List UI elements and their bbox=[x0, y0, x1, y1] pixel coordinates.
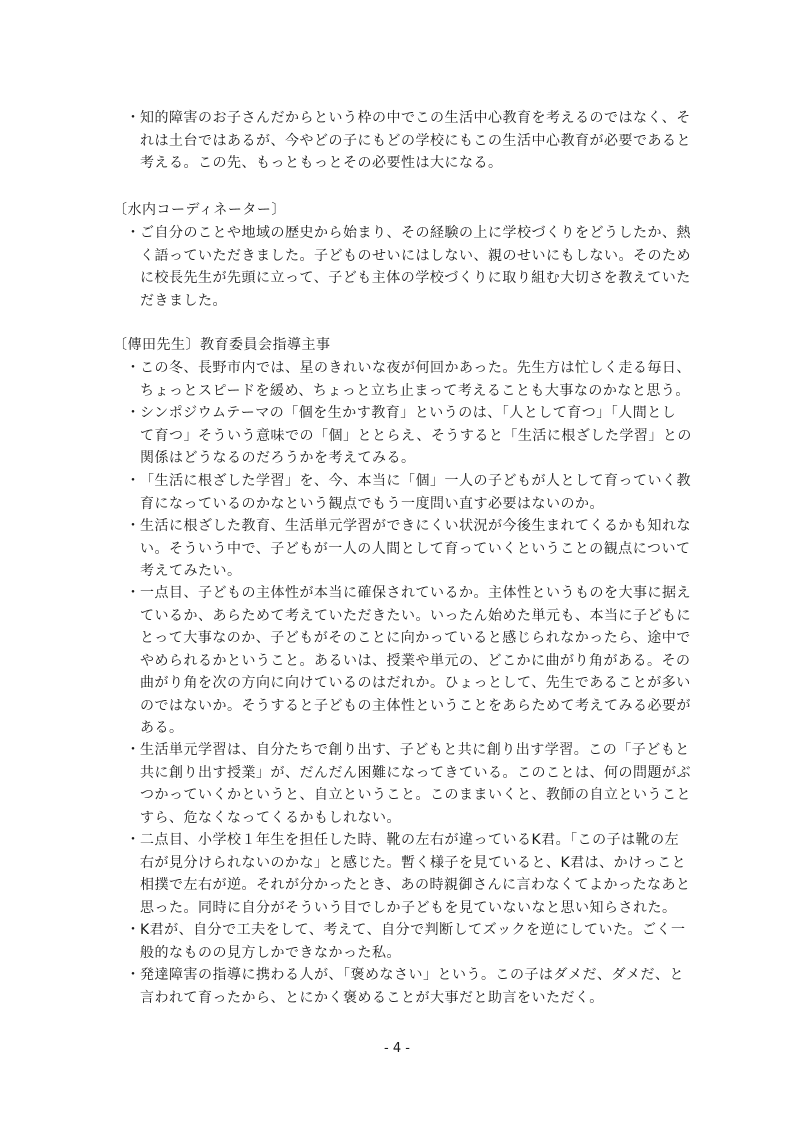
text-line: 考えてみたい。 bbox=[140, 563, 242, 579]
bullet-item bbox=[126, 964, 686, 1009]
bullet-mark: ・ bbox=[126, 832, 140, 848]
bullet-item bbox=[126, 919, 686, 964]
bullet-mark: ・ bbox=[126, 225, 140, 241]
text-line: 知的障害のお子さんだからという枠の中でこの生活中心教育を考えるのではなく、そ bbox=[140, 110, 691, 126]
text-line: 生活に根ざした教育、生活単元学習ができにくい状況が今後生まれてくるかも知れな bbox=[140, 518, 691, 534]
bullet-item bbox=[126, 107, 691, 175]
bullet-item bbox=[126, 222, 691, 312]
text-line: だきました。 bbox=[140, 292, 227, 309]
bullet-item bbox=[126, 470, 691, 515]
bullet-item bbox=[126, 357, 691, 402]
bullet-item bbox=[126, 829, 691, 919]
bullet-item bbox=[126, 582, 691, 740]
text-line: シンポジウムテーマの「個を生かす教育」というのは、「人として育つ」「人間とし bbox=[140, 405, 677, 421]
text-line: 一点目、子どもの主体性が本当に確保されているか。主体性というものを大事に据え bbox=[140, 585, 691, 601]
bullet-mark: ・ bbox=[126, 473, 140, 489]
text-line: 右が見分けられないのかな」と感じた。暫く様子を見ていると、K君は、かけっこと bbox=[140, 854, 687, 871]
text-line: ちょっとスピードを緩め、ちょっと立ち止まって考えることも大事なのかなと思う。 bbox=[140, 382, 690, 399]
bullet-mark: ・ bbox=[126, 967, 140, 983]
bullet-mark: ・ bbox=[126, 585, 140, 601]
bullet-mark: ・ bbox=[126, 405, 140, 421]
text-line: とって大事なのか、子どもがそのことに向かっていると感じられなかったら、途中で bbox=[140, 630, 691, 646]
text-line: 発達障害の指導に携わる人が、「褒めなさい」という。この子はダメだ、ダメだ、と bbox=[140, 967, 684, 983]
page-number: - 4 - bbox=[384, 1041, 410, 1056]
text-line: 「生活に根ざした学習」を、今、本当に「個」一人の子どもが人として育っていく教 bbox=[140, 473, 691, 489]
bullet-item bbox=[126, 739, 691, 829]
text-line: 関係はどうなるのだろうかを考えてみる。 bbox=[140, 450, 416, 466]
text-line: 般的なものの見方しかできなかった私。 bbox=[140, 944, 401, 961]
text-line: のではないか。そうすると子どもの主体性ということをあらためて考えてみる必要が bbox=[140, 697, 691, 714]
text-line: 生活単元学習は、自分たちで創り出す、子どもと共に創り出す学習。この「子どもと bbox=[140, 742, 690, 758]
text-line: ある。 bbox=[140, 720, 184, 736]
text-line: ているか、あらためて考えていただきたい。いったん始めた単元も、本当に子どもに bbox=[140, 607, 691, 624]
text-line: ご自分のことや地域の歴史から始まり、その経験の上に学校づくりをどうしたか、熱 bbox=[140, 225, 691, 241]
text-line: て育つ」そういう意味での「個」ととらえ、そうすると「生活に根ざした学習」との bbox=[140, 427, 692, 444]
text-line: 二点目、小学校１年生を担任した時、靴の左右が違っているK君。「この子は靴の左 bbox=[140, 832, 680, 848]
text-line: 育になっているのかなという観点でもう一度問い直す必要はないのか。 bbox=[140, 495, 604, 512]
text-line: つかっていくかというと、自立ということ。このままいくと、教師の自立ということ bbox=[140, 787, 691, 803]
text-line: 共に創り出す授業」が、だんだん困難になってきている。このことは、何の問題がぶ bbox=[140, 764, 691, 781]
text-line: く語っていただきました。子どものせいにはしない、親のせいにもしない。そのため bbox=[140, 247, 691, 264]
text-line: 相撲で左右が逆。それが分かったとき、あの時親御さんに言わなくてよかったなあと bbox=[140, 877, 691, 893]
text-line: K君が、自分で工夫をして、考えて、自分で判断してズックを逆にしていた。ごく一 bbox=[140, 922, 686, 938]
bullet-item bbox=[126, 515, 691, 583]
text-line: 考える。この先、もっともっとその必要性は大になる。 bbox=[140, 155, 503, 171]
text-line: 言われて育ったから、とにかく褒めることが大事だと助言をいただく。 bbox=[140, 989, 604, 1006]
bullet-mark: ・ bbox=[126, 110, 140, 126]
text-line: れは土台ではあるが、今やどの子にもどの学校にもこの生活中心教育が必要であると bbox=[140, 132, 691, 149]
text-line: やめられるかということ。あるいは、授業や単元の、どこかに曲がり角がある。その bbox=[140, 652, 691, 669]
bullet-item bbox=[126, 402, 692, 470]
text-line: に校長先生が先頭に立って、子ども主体の学校づくりに取り組む大切さを教えていた bbox=[140, 270, 691, 286]
bullet-mark: ・ bbox=[126, 922, 140, 938]
text-line: い。そういう中で、子どもが一人の人間として育っていくということの観点について bbox=[140, 540, 691, 557]
text-line: 曲がり角を次の方向に向けているのはだれか。ひょっとして、先生であることが多い bbox=[140, 675, 691, 691]
section-heading: 〔水内コーディネーター〕 bbox=[113, 202, 286, 218]
bullet-mark: ・ bbox=[126, 360, 140, 376]
text-line: この冬、長野市内では、星のきれいな夜が何回かあった。先生方は忙しく走る毎日、 bbox=[140, 360, 691, 376]
section-heading: 〔傳田先生〕教育委員会指導主事 bbox=[113, 337, 331, 353]
text-line: 思った。同時に自分がそういう目でしか子どもを見ていないなと思い知らされた。 bbox=[140, 899, 677, 916]
text-line: すら、危なくなってくるかもしれない。 bbox=[140, 809, 401, 826]
bullet-mark: ・ bbox=[126, 518, 140, 534]
bullet-mark: ・ bbox=[126, 742, 140, 758]
